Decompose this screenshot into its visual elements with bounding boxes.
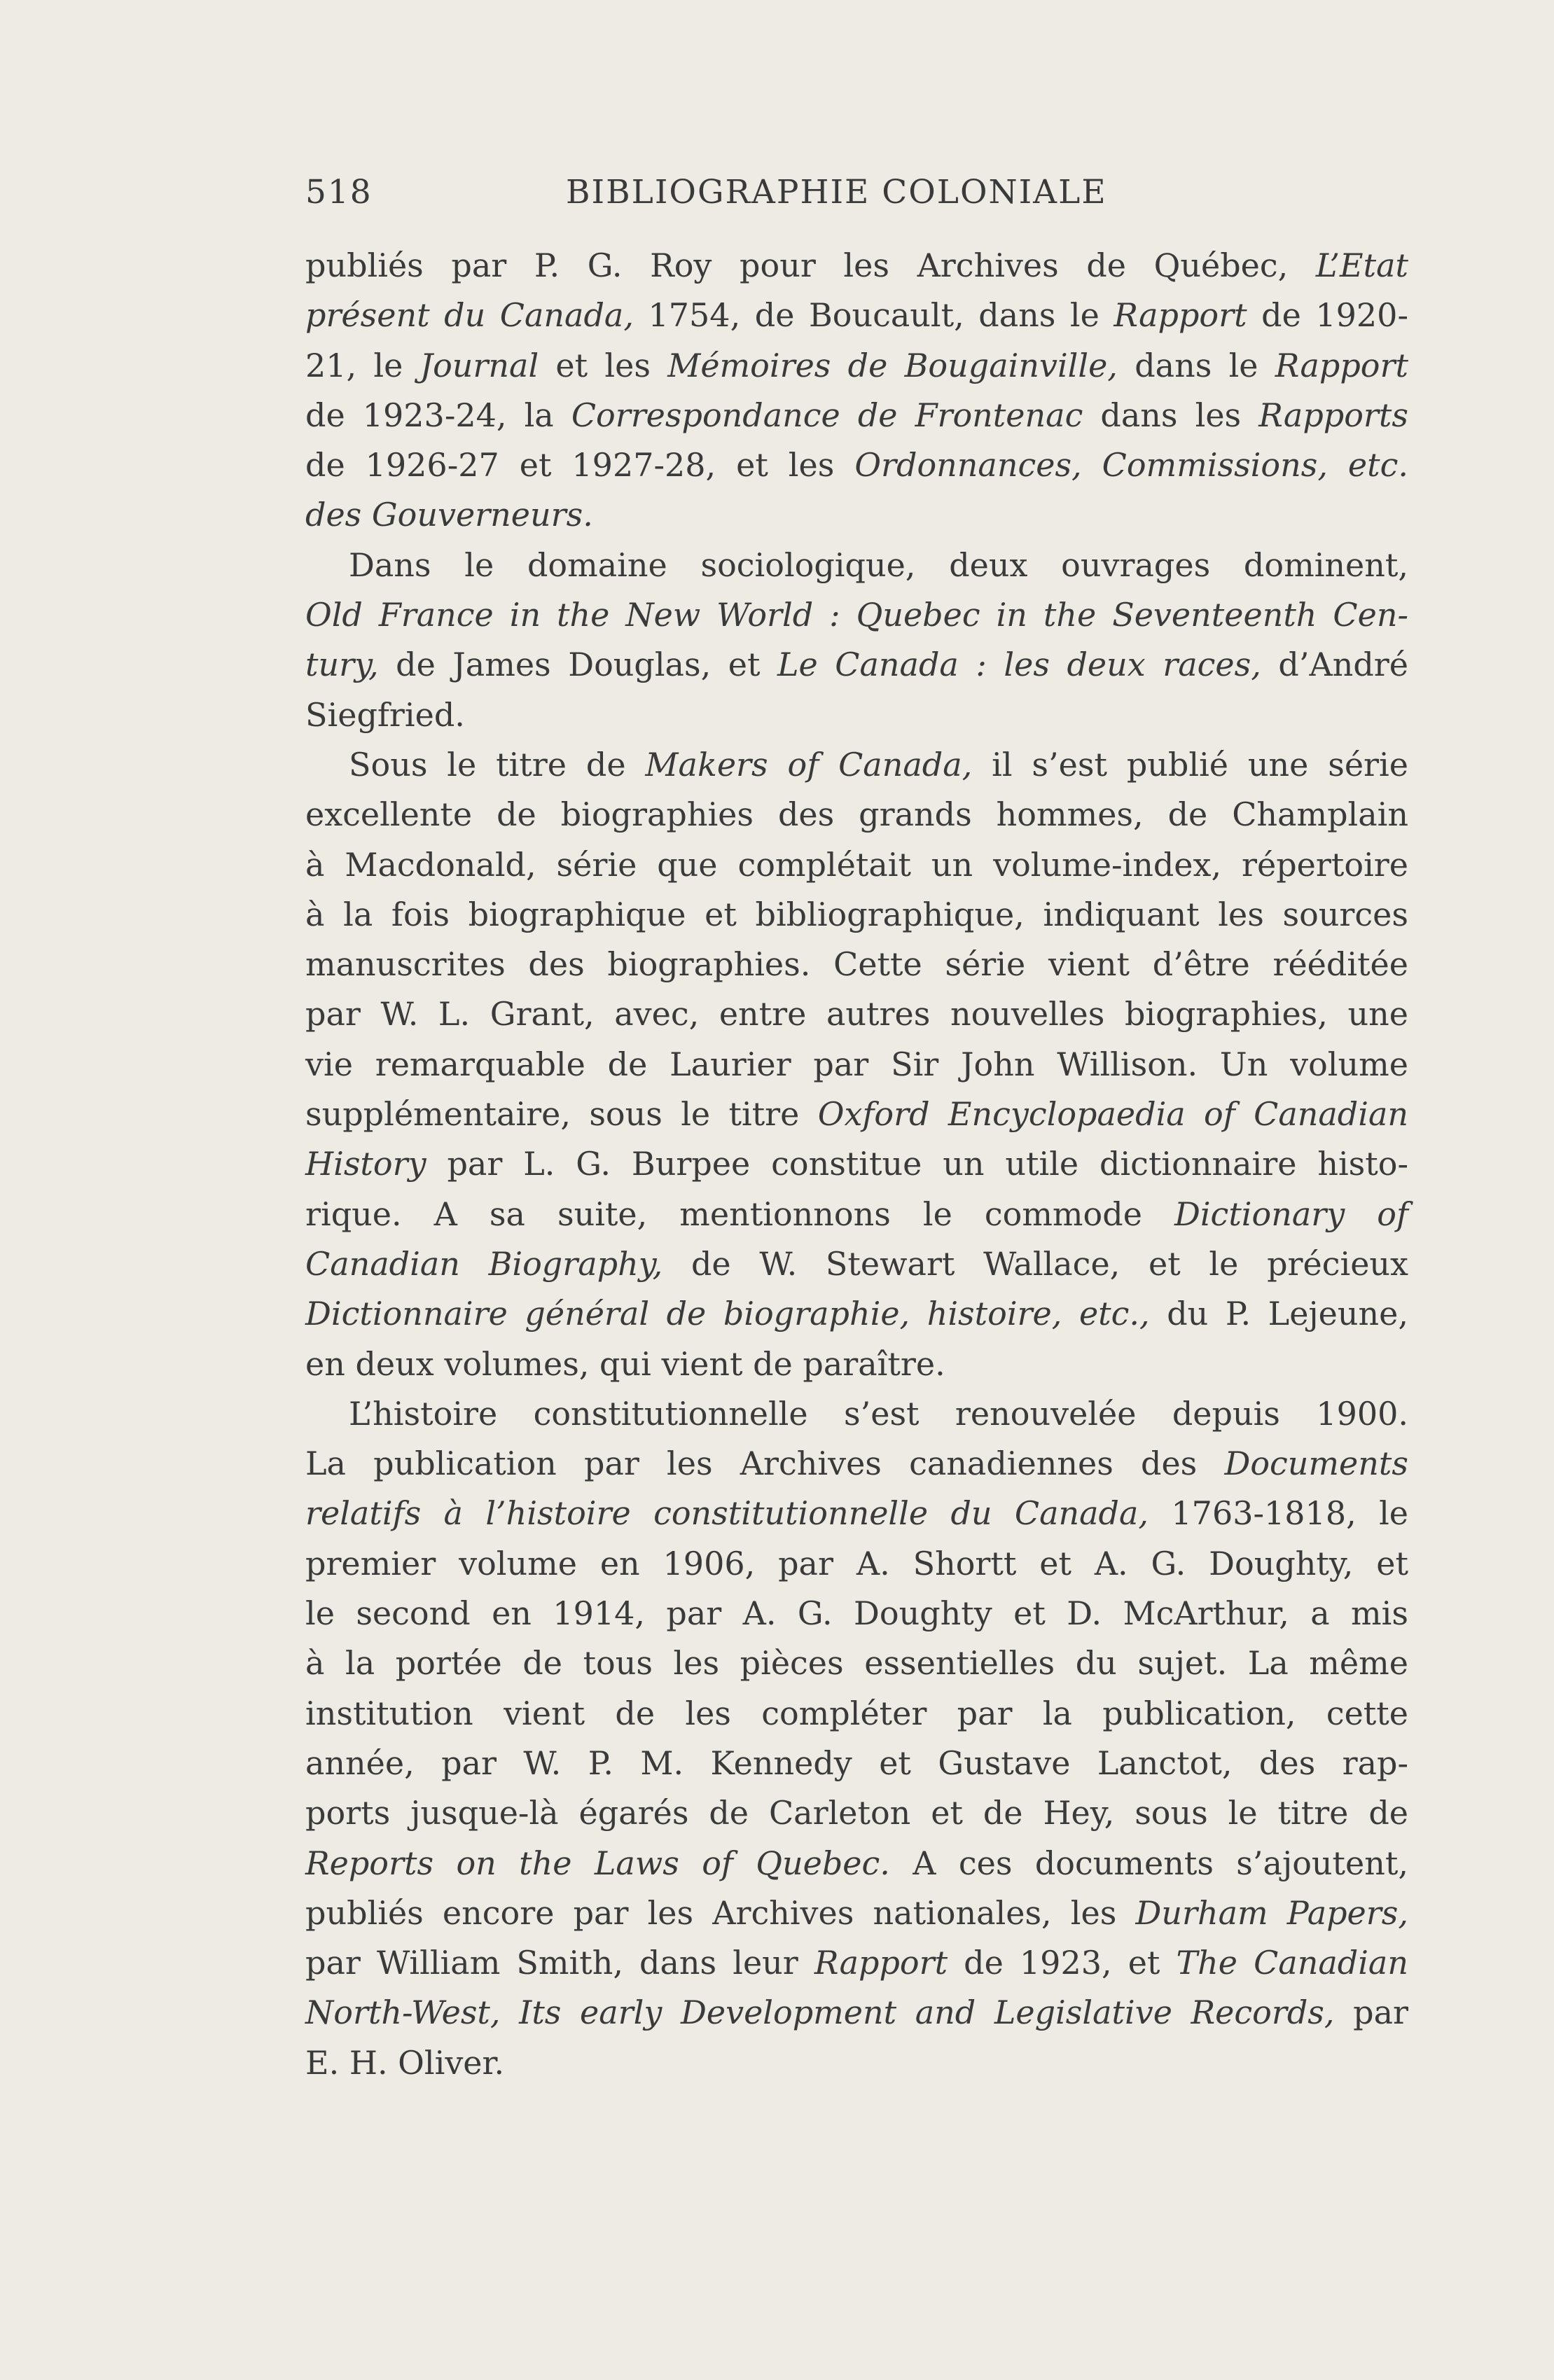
italic-text: Canadian Biography,	[305, 1244, 663, 1283]
text-segment: dans le	[1117, 346, 1275, 384]
header-title: BIBLIOGRAPHIE COLONIALE	[566, 173, 1107, 211]
text-segment: 1763-1818, le	[1149, 1494, 1409, 1533]
text-line	[305, 1938, 1408, 1988]
italic-text: Makers of Canada,	[645, 745, 973, 784]
text-segment: 1754, de Boucault, dans le	[633, 296, 1114, 335]
text-segment: année, par W. P. M. Kennedy et Gustave Lanctot, des rap-	[305, 1744, 1408, 1782]
text-line	[305, 690, 1408, 740]
running-head	[305, 168, 1137, 217]
text-segment: publiés encore par les Archives nationales, les	[305, 1893, 1136, 1932]
italic-text: L’Etat	[1315, 246, 1408, 284]
text-segment: rique. A sa suite, mentionnons le commode	[305, 1195, 1174, 1233]
text-segment: La publication par les Archives canadiennes des	[305, 1445, 1225, 1483]
text-segment: institution vient de les compléter par la publication, cette	[305, 1694, 1408, 1732]
italic-text: Dictionnaire général de biographie, histoire, etc.,	[305, 1295, 1150, 1333]
text-line	[305, 241, 1408, 291]
italic-text: Rapport	[814, 1944, 948, 1982]
text-segment: manuscrites des biographies. Cette série vient d’être rééditée	[305, 945, 1408, 984]
italic-text: History	[305, 1145, 426, 1183]
text-line	[305, 1239, 1408, 1289]
body-text	[305, 241, 1408, 2088]
text-line	[305, 590, 1408, 640]
text-segment: Dans le domaine sociologique, deux ouvrages dominent,	[349, 545, 1408, 584]
text-segment: à la portée de tous les pièces essentielles du sujet. La même	[305, 1644, 1408, 1683]
italic-text: relatifs à l’histoire constitutionnelle du Canada,	[305, 1494, 1149, 1533]
text-line	[305, 1139, 1408, 1189]
text-line	[305, 1689, 1408, 1739]
text-line	[305, 640, 1408, 690]
text-line	[305, 541, 1408, 590]
text-segment: premier volume en 1906, par A. Shortt et A. G. Doughty, et	[305, 1544, 1408, 1582]
text-line	[305, 490, 1408, 540]
text-line	[305, 1888, 1408, 1938]
text-segment: par William Smith, dans leur	[305, 1944, 814, 1982]
text-line	[305, 790, 1408, 840]
italic-text: The Canadian	[1176, 1944, 1408, 1982]
text-segment: le second en 1914, par A. G. Doughty et D. McArthur, a mis	[305, 1594, 1408, 1633]
italic-text: North-West, Its early Development and Legislative Records,	[305, 1993, 1335, 2032]
text-line	[305, 291, 1408, 340]
text-line	[305, 1489, 1408, 1538]
text-line	[305, 391, 1408, 440]
text-segment: Siegfried.	[305, 695, 465, 734]
italic-text: Rapport	[1275, 346, 1408, 384]
italic-text: Durham Papers,	[1135, 1893, 1409, 1932]
text-segment: L’histoire constitutionnelle s’est renouvelée depuis 1900.	[349, 1394, 1408, 1433]
text-line	[305, 1839, 1408, 1888]
text-line	[305, 740, 1408, 790]
text-segment: de 1926-27 et 1927-28, et les	[305, 446, 855, 485]
text-segment: Sous le titre de	[349, 745, 646, 784]
text-segment: par L. G. Burpee constitue un utile dictionnaire histo-	[426, 1145, 1408, 1183]
italic-text: Documents	[1224, 1445, 1408, 1483]
text-line	[305, 1638, 1408, 1688]
text-segment: de 1923-24, la	[305, 396, 571, 434]
text-line	[305, 1090, 1408, 1139]
text-line	[305, 1739, 1408, 1788]
text-segment: de James Douglas, et	[378, 646, 777, 684]
text-line	[305, 1389, 1408, 1439]
text-line	[305, 1289, 1408, 1339]
text-segment: à Macdonald, série que complétait un volume-index, répertoire	[305, 845, 1408, 884]
italic-text: Old France in the New World : Quebec in the Seventeenth Cen-	[305, 596, 1408, 634]
text-segment: vie remarquable de Laurier par Sir John Willison. Un volume	[305, 1045, 1408, 1083]
italic-text: Dictionary of	[1174, 1195, 1409, 1233]
text-segment: d’André	[1261, 646, 1408, 684]
text-line	[305, 989, 1408, 1039]
text-segment: ports jusque-là égarés de Carleton et de Hey, sous le titre de	[305, 1794, 1408, 1832]
text-segment: en deux volumes, qui vient de paraître.	[305, 1344, 945, 1383]
text-line	[305, 2038, 1408, 2088]
text-segment: A ces documents s’ajoutent,	[889, 1844, 1408, 1882]
italic-text: Journal	[419, 346, 539, 384]
italic-text: Le Canada : les deux races,	[777, 646, 1261, 684]
text-line	[305, 1339, 1408, 1389]
text-segment: publiés par P. G. Roy pour les Archives de Québec,	[305, 246, 1316, 284]
text-line	[305, 440, 1408, 490]
italic-text: tury,	[305, 646, 379, 684]
text-line	[305, 1788, 1408, 1838]
text-line	[305, 940, 1408, 989]
text-segment: supplémentaire, sous le titre	[305, 1095, 818, 1134]
text-segment: 21, le	[305, 346, 420, 384]
page-number: 518	[305, 173, 373, 211]
text-segment: du P. Lejeune,	[1149, 1295, 1408, 1333]
text-segment: E. H. Oliver.	[305, 2043, 505, 2082]
italic-text: Rapports	[1258, 396, 1409, 434]
italic-text: Mémoires de Bougainville,	[667, 346, 1118, 384]
text-line	[305, 840, 1408, 890]
text-line	[305, 890, 1408, 940]
text-line	[305, 1539, 1408, 1589]
text-line	[305, 1988, 1408, 2038]
text-segment: de 1920-	[1247, 296, 1408, 335]
text-line	[305, 1190, 1408, 1239]
text-line	[305, 341, 1408, 391]
text-segment: par	[1334, 1993, 1408, 2032]
italic-text: Rapport	[1114, 296, 1247, 335]
text-segment: excellente de biographies des grands hommes, de Champlain	[305, 795, 1408, 834]
text-segment: dans les	[1083, 396, 1259, 434]
text-segment: de 1923, et	[948, 1944, 1177, 1982]
text-segment: par W. L. Grant, avec, entre autres nouvelles biographies, une	[305, 995, 1408, 1034]
italic-text: des Gouverneurs.	[305, 496, 593, 534]
italic-text: Oxford Encyclopaedia of Canadian	[817, 1095, 1409, 1134]
italic-text: Ordonnances, Commissions, etc.	[854, 446, 1409, 485]
text-line	[305, 1589, 1408, 1638]
italic-text: présent du Canada,	[305, 296, 634, 335]
text-line	[305, 1040, 1408, 1090]
text-segment: et les	[539, 346, 668, 384]
italic-text: Reports on the Laws of Quebec.	[305, 1844, 890, 1882]
text-segment: de W. Stewart Wallace, et le précieux	[662, 1244, 1409, 1283]
text-line	[305, 1439, 1408, 1489]
italic-text: Correspondance de Frontenac	[571, 396, 1083, 434]
text-segment: à la fois biographique et bibliographique, indiquant les sources	[305, 895, 1408, 933]
text-segment: il s’est publié une série	[972, 745, 1408, 784]
